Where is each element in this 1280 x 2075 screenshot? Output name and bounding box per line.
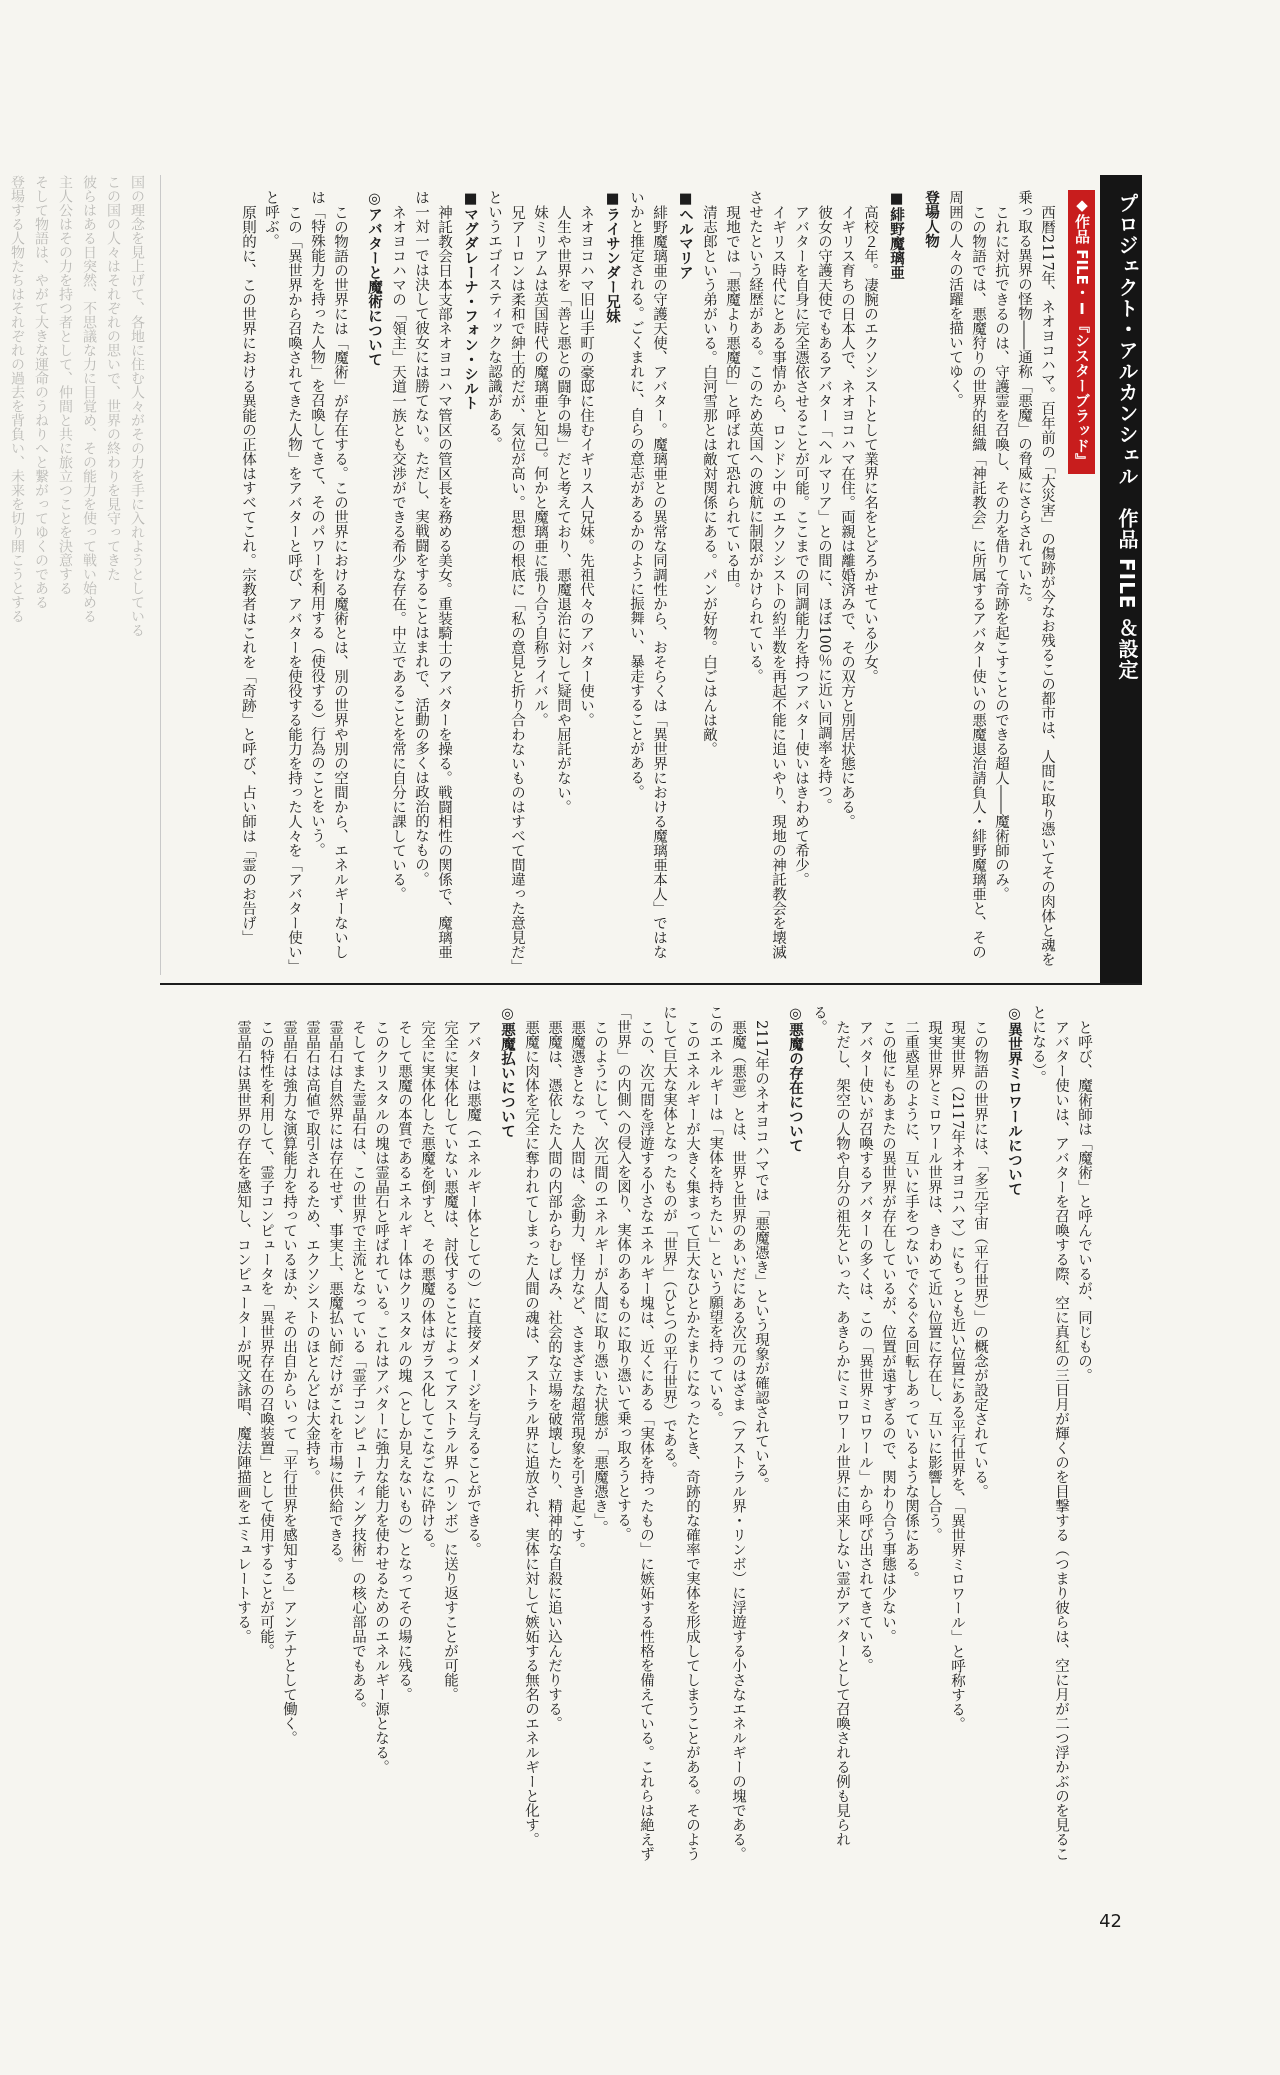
- demon-text: 悪魔は、憑依した人間の内部からむしばみ、社会的な立場を破壊したり、精神的な自殺に追い込んだりする。: [546, 1019, 562, 1730]
- intro-paragraph: 西暦2117年、ネオヨコハマ。百年前の「大災害」の傷跡が今なお残るこの都市は、人間に取り憑いてその肉体と魂を乗っ取る異界の怪物――通称「悪魔」の脅威にさらされていた。: [1016, 190, 1055, 967]
- bleed-line: 登場する人物たちはそれぞれの過去を背負い、未来を切り開こうとする: [9, 175, 25, 623]
- avatar-heading: ◎アバターと魔術について: [366, 190, 383, 367]
- demon-text: 悪魔憑きとなった人間は、念動力、怪力など、さまざまな超常現象を引き起こす。: [569, 1019, 585, 1556]
- page-number: 42: [1099, 1911, 1122, 1932]
- character-name: ■ライサンダー兄妹: [604, 190, 621, 323]
- bleed-through-text: [0, 175, 150, 2075]
- bleed-line: 彼らはある日突然、不思議な力に目覚め、その能力を使って戦い始める: [81, 175, 97, 623]
- intro-paragraph: これに対抗できるのは、守護霊を召喚し、その力を借りて奇跡を起こすことのできる超人――魔術師のみ。: [993, 204, 1009, 901]
- exorcism-text: アバターは悪魔（エネルギー体としての）に直接ダメージを与えることができる。: [465, 1019, 481, 1556]
- character-text: イギリス時代にとある事情から、ロンドン中のエクソシストの約半数を再起不能に追いやり、現地の神託教会を壊滅させたという経歴がある。このため英国への渡航に制限がかけられている。: [747, 190, 786, 959]
- character-text: 彼女の守護天使でもあるアバター「ヘルマリア」との間に、ほぼ100％に近い同調率を持つ。: [816, 204, 832, 813]
- bleed-line: この国の人々はそれぞれの思いで、世界の終わりを見守ってきた: [105, 175, 121, 581]
- mirroir-text: 現実世界（2117年ネオヨコハマ）にもっとも近い位置にある平行世界を、「異世界ミロワール」と呼称する。: [949, 1019, 965, 1731]
- intro-paragraph: この物語では、悪魔狩りの世界的組織「神託教会」に所属するアバター使いの悪魔退治請負人・緋野魔璃亜と、その周囲の人々の活躍を描いてゆく。: [947, 190, 986, 959]
- character-name: ■マグダレーナ・フォン・シルト: [462, 190, 479, 410]
- demon-text: このエネルギーが大きく集まって巨大なひとかたまりになったとき、奇跡的な確率で実体を形成してしまうことがある。そのようにして巨大な実体となったものが「世界」（ひとつの平行世界）である。: [661, 1005, 700, 1861]
- bleed-line: そして物語は、やがて大きな運命のうねりへと繋がってゆくのである: [33, 175, 49, 609]
- character-text: 清志郎という弟がいる。白河雪那とは敵対関係にある。パンが好物。白ごはんは敵。: [701, 204, 717, 756]
- character-text: 神託教会日本支部ネオヨコハマ管区の管区長を務める美女。重装騎士のアバターを操る。戦闘相性の関係で、魔璃亜は一対一では決して彼女には勝てない。ただし、実戦闘をすることはまれで、活動の多くは政治的なもの。: [413, 190, 452, 959]
- mirroir-text: この他にもあまたの異世界が存在しているが、位置が遠すぎるので、関わり合う事態は少ない。: [880, 1019, 896, 1643]
- character-text: 現地では「悪魔より悪魔的」と呼ばれて恐れられている由。: [724, 204, 740, 596]
- character-text: 人生や世界を「善と悪との闘争の場」だと考えており、悪魔退治に対して疑問や屈託がない。: [555, 204, 571, 814]
- settings-section: [165, 1005, 1095, 1865]
- characters-heading: 登場人物: [923, 190, 940, 248]
- demon-text: 2117年のネオヨコハマでは「悪魔憑き」という現象が確認されている。: [753, 1019, 769, 1492]
- character-name: ■ヘルマリア: [677, 190, 694, 280]
- character-text: ネオヨコハマ旧山手町の豪邸に住むイギリス人兄妹。先祖代々のアバター使い。: [578, 204, 594, 727]
- character-text: 妹ミリアムは英国時代の魔璃亜と知己。何かと魔璃亜に張り合う自称ライバル。: [532, 204, 548, 727]
- exorcism-text: このクリスタルの塊は霊晶石と呼ばれている。これはアバターに強力な能力を使わせるためのエネルギー源となる。: [373, 1019, 389, 1774]
- demon-text: この、次元間を浮遊する小さなエネルギー塊は、近くにある「実体を持ったもの」に嫉妬する性格を備えている。これらは絶えず「世界」の内側への侵入を図り、実体のあるものに取り憑いて乗っ取ろうとする。: [615, 1005, 654, 1861]
- exorcism-text: 霊晶石は異世界の存在を感知し、コンピューターが呪文詠唱、魔法陣描画をエミュレートする。: [235, 1019, 251, 1643]
- exorcism-text: そしてまた霊晶石は、この世界で主流となっている「霊子コンピューティング技術」の核心部品でもある。: [350, 1019, 366, 1716]
- mirroir-text: 二重惑星のように、互いに手をつないでぐるぐる回転しあっているような関係にある。: [903, 1019, 919, 1585]
- mirroir-heading: ◎異世界ミロワールについて: [1006, 1005, 1023, 1196]
- avatar-text: この物語の世界には「魔術」が存在する。この世界における魔術とは、別の世界や別の空間から、エネルギーないしは「特殊能力を持った人物」を召喚してきて、そのパワーを利用する（使役する）行為のことをいう。: [309, 190, 348, 959]
- character-text: アバターを自身に完全憑依させることが可能。ここまでの同調能力を持つアバター使いはきわめて希少。: [793, 204, 809, 886]
- bleed-line: 国の理念を見上げて、各地に住む人々がその力を手に入れようとしている: [129, 175, 145, 637]
- demon-heading: ◎悪魔の存在について: [787, 1005, 804, 1153]
- demon-text: 悪魔（悪霊）とは、世界と世界のあいだにある次元のはざま（アストラル界・リンボ）に浮遊する小さなエネルギーの塊である。このエネルギーは「実体を持ちたい」という願望を持っている。: [707, 1005, 746, 1861]
- header-title: プロジェクト・アルカンシェル 作品 FILE ＆設定: [1100, 175, 1142, 985]
- exorcism-text: 霊晶石は強力な演算能力を持っているほか、その出自からいって「平行世界を感知する」アンテナとして働く。: [281, 1019, 297, 1745]
- exorcism-text: 完全に実体化した悪魔を倒すと、その悪魔の体はガラス化してこなごなに砕ける。: [419, 1019, 435, 1556]
- avatar-text: 原則的に、この世界における異能の正体はすべてこれ。宗教者はこれを「奇跡」と呼び、占い師は「霊のお告げ」: [240, 204, 256, 944]
- demon-text: 悪魔に肉体を完全に奪われてしまった人間の魂は、アストラル界に追放され、実体に対して嫉妬する無名のエネルギーと化す。: [523, 1019, 539, 1846]
- exorcism-text: この特性を利用して、霊子コンピュータを「異世界存在の召喚装置」として使用することが可能。: [258, 1019, 274, 1658]
- character-name: ■緋野魔璃亜: [888, 190, 905, 280]
- character-text: イギリス育ちの日本人で、ネオヨコハマ在住。両親は離婚済みで、その双方と別居状態にある。: [839, 204, 855, 828]
- exorcism-text: そして悪魔の本質であるエネルギー体はクリスタルの塊（としか見えないもの）となってその場に残る。: [396, 1019, 412, 1701]
- mirroir-text: この物語の世界には、「多元宇宙（平行世界）」の概念が設定されている。: [972, 1019, 988, 1498]
- character-text: 緋野魔璃亜の守護天使、アバター。魔璃亜との異常な同調性から、おそらくは「異世界における魔璃亜本人」ではないかと推定される。ごくまれに、自らの意志があるかのように振舞い、暴走することがある。: [628, 190, 667, 959]
- bleed-line: 主人公はその力を持つ者として、仲間と共に旅立つことを決意する: [57, 175, 73, 595]
- gutter-divider: [160, 175, 161, 975]
- character-text: 兄アーロンは柔和で紳士的だが、気位が高い。思想の根底に「私の意見と折り合わないものはすべて間違った意見だ」というエゴイスティックな認識がある。: [486, 190, 525, 966]
- section-divider: [160, 983, 1142, 985]
- demon-text: このようにして、次元間のエネルギーが人間に取り憑いた状態が「悪魔憑き」。: [592, 1019, 608, 1535]
- avatar-text: この「異世界から召喚されてきた人物」をアバターと呼び、アバターを使役する能力を持った人々を「アバター使い」と呼ぶ。: [263, 190, 302, 966]
- continuation-text: と呼び、魔術師は「魔術」と呼んでいるが、同じもの。: [1076, 1019, 1092, 1382]
- continuation-text: アバター使いは、アバターを召喚する際、空に真紅の三日月が輝くのを目撃する（つまり彼らは、空に月が二つ浮かぶのを見ることになる）。: [1030, 1005, 1069, 1861]
- mirroir-text: アバター使いが召喚するアバターの多くは、この「異世界ミロワール」から呼び出されてきている。: [857, 1019, 873, 1672]
- exorcism-text: 霊晶石は自然界には存在せず、事実上、悪魔払い師だけがこれを市場に供給できる。: [327, 1019, 343, 1571]
- exorcism-text: 完全に実体化していない悪魔は、討伐することによってアストラル界（リンボ）に送り返すことが可能。: [442, 1019, 458, 1701]
- file-title: ◆作品 FILE・Ⅰ『シスターブラッド』: [1068, 190, 1095, 474]
- mirroir-text: ただし、架空の人物や自分の祖先といった、あきらかにミロワール世界に由来しない霊がアバターとして召喚される例も見られる。: [811, 1005, 850, 1846]
- mirroir-text: 現実世界とミロワール世界は、きわめて近い位置に存在し、互いに影響し合う。: [926, 1019, 942, 1542]
- character-text: ネオヨコハマの「領主」天道一族とも交渉ができる希少な存在。中立であることを常に自分に課している。: [390, 204, 406, 901]
- file-one-section: [165, 190, 1095, 970]
- exorcism-heading: ◎悪魔払いについて: [499, 1005, 516, 1138]
- character-text: 高校２年。凄腕のエクソシストとして業界に名をとどろかせている少女。: [862, 204, 878, 683]
- exorcism-text: 霊晶石は高値で取引されるため、エクソシストのほとんどは大金持ち。: [304, 1019, 320, 1484]
